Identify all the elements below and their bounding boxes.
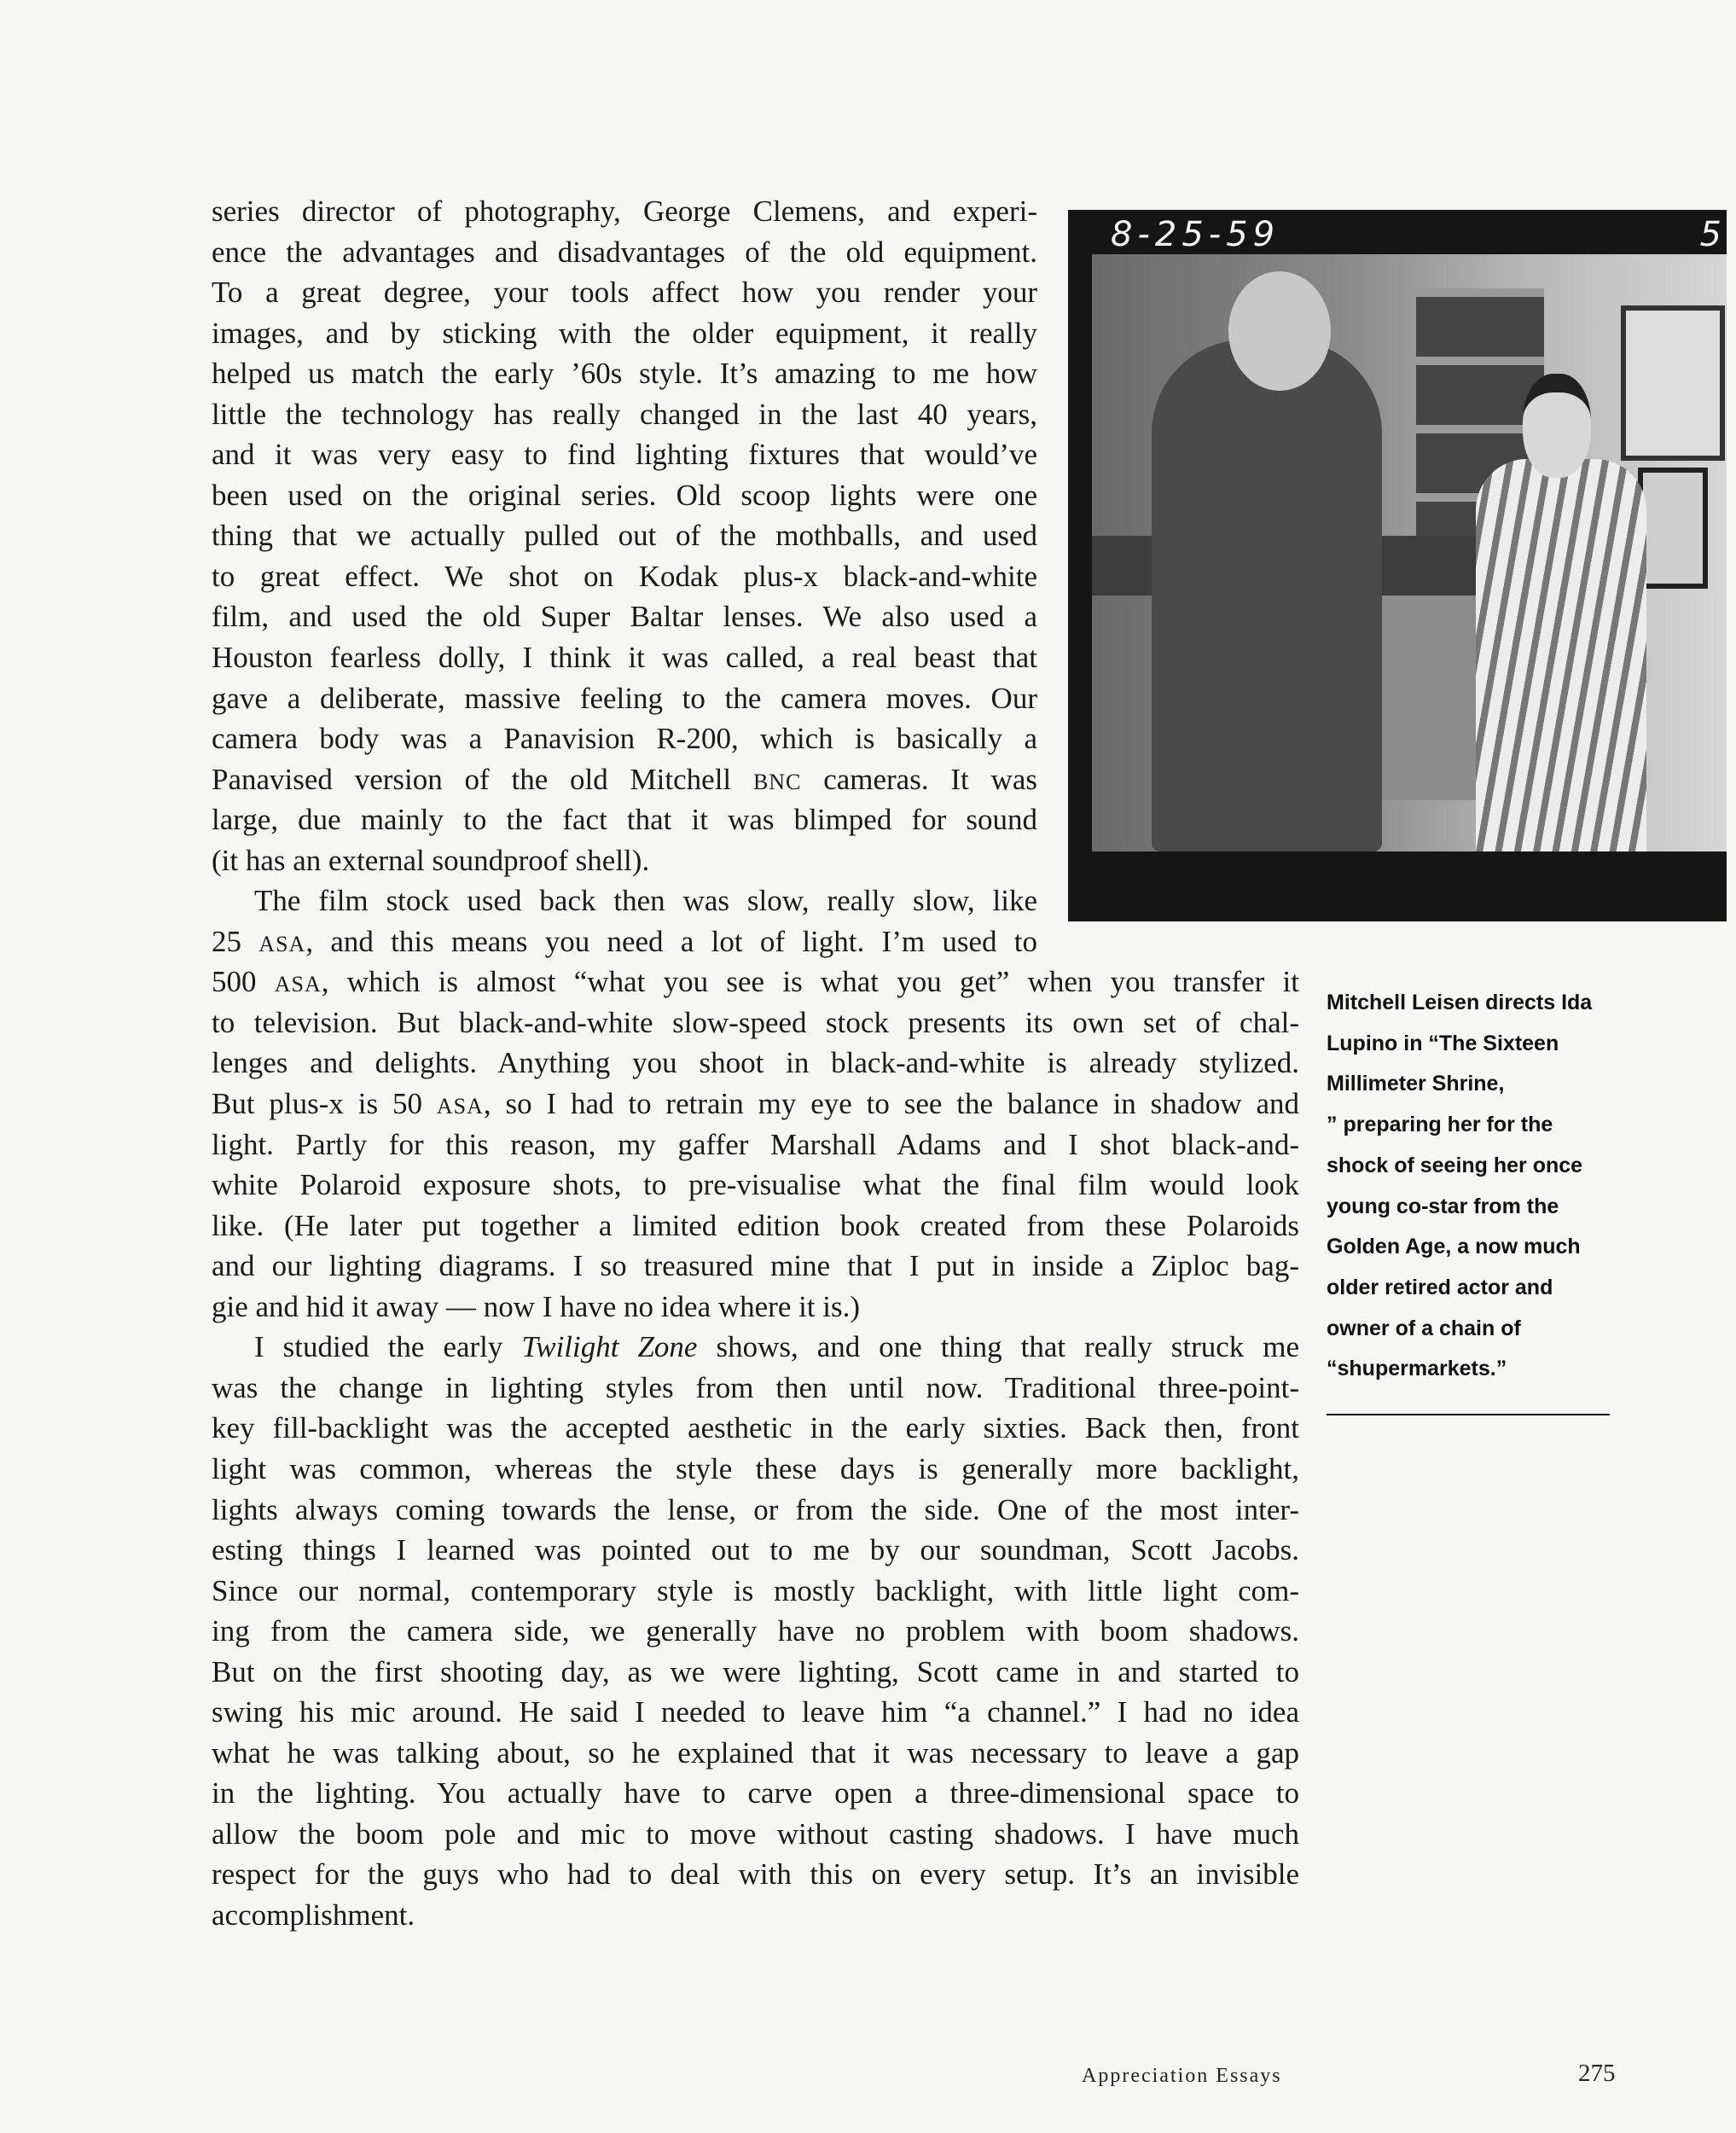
text-line (212, 1854, 1299, 1895)
text-line (212, 596, 1037, 637)
text-run: allow the boom pole and mic to move without casting shadows. I have much (212, 1816, 1299, 1851)
text-run: lights always coming towards the lense, or from the side. One of the most inter- (212, 1492, 1299, 1526)
man-figure (1152, 340, 1382, 851)
caption-line: Lupino in “The Sixteen (1327, 1031, 1559, 1055)
text-run: little the technology has really changed in the last 40 years, (212, 397, 1037, 431)
text-run: ence the advantages and disadvantages of the old equipment. (212, 235, 1037, 269)
text-run: 25 (212, 924, 259, 958)
text-run: helped us match the early ’60s style. It’s amazing to me how (212, 357, 1037, 391)
text-line (212, 1003, 1299, 1043)
caption-line: ” preparing her for the (1327, 1113, 1553, 1137)
text-run: To a great degree, your tools affect how you render your (212, 276, 1037, 310)
caption-line: Millimeter Shrine, (1327, 1072, 1505, 1096)
caption-line: Mitchell Leisen directs Ida (1327, 991, 1593, 1014)
text-run: to great effect. We shot on Kodak plus-x black-and-white (212, 559, 1037, 593)
text-run: images, and by sticking with the older equipment, it really (212, 316, 1037, 350)
running-footer-section: Appreciation Essays (1082, 2065, 1282, 2087)
text-line (212, 678, 1037, 719)
text-run: what he was talking about, so he explained that it was necessary to leave a gap (212, 1735, 1299, 1770)
text-line (212, 394, 1037, 435)
caption-line: “shupermarkets.” (1327, 1357, 1507, 1381)
text-line (212, 313, 1037, 354)
text-run: was the change in lighting styles from then until now. Traditional three-point- (212, 1370, 1299, 1404)
text-run: The film stock used back then was slow, really slow, like (254, 884, 1037, 918)
text-run: , which is almost “what you see is what you get” when you transfer it (321, 965, 1299, 999)
text-run: Houston fearless dolly, I think it was called, a real beast that (212, 641, 1037, 675)
text-run: But on the first shooting day, as we were lighting, Scott came in and started to (212, 1654, 1299, 1688)
text-run: , so I had to retrain my eye to see the balance in shadow and (483, 1087, 1299, 1121)
text-run: camera body was a Panavision R-200, which is basically a (212, 722, 1037, 756)
small-caps-run: ASA (258, 931, 306, 956)
caption-divider (1327, 1414, 1610, 1415)
text-run: lenges and delights. Anything you shoot in black-and-white is already stylized. (212, 1046, 1299, 1080)
small-caps-run: ASA (436, 1094, 484, 1119)
text-line (212, 1611, 1299, 1652)
text-run: key fill-backlight was the accepted aesthetic in the early sixties. Back then, front (212, 1411, 1299, 1445)
text-line (212, 1449, 1299, 1490)
text-run: swing his mic around. He said I needed to leave him “a channel.” I had no idea (212, 1695, 1299, 1729)
page-number: 275 (1578, 2060, 1616, 2087)
caption-line: owner of a chain of (1327, 1316, 1521, 1340)
text-run: But plus-x is 50 (212, 1087, 437, 1121)
text-line (212, 881, 1037, 921)
text-run: cameras. It was (801, 762, 1037, 796)
man-head (1228, 271, 1331, 391)
text-line (212, 799, 1037, 840)
text-run: white Polaroid exposure shots, to pre-visualise what the final film would look (212, 1168, 1299, 1202)
caption-line: older retired actor and (1327, 1275, 1553, 1299)
text-run: light was common, whereas the style these days is generally more backlight, (212, 1451, 1299, 1485)
text-line (212, 475, 1037, 516)
text-line (212, 1043, 1299, 1084)
text-line (212, 1165, 1299, 1206)
text-run: 500 (212, 965, 275, 999)
text-line (212, 1246, 1299, 1287)
text-run: shows, and one thing that really struck me (697, 1330, 1300, 1364)
text-line (212, 759, 1037, 800)
text-line (212, 353, 1037, 394)
text-run: thing that we actually pulled out of the mothballs, and used (212, 519, 1037, 553)
text-run: in the lighting. You actually have to carve open a three-dimensional space to (212, 1776, 1299, 1810)
text-line (212, 1408, 1299, 1449)
text-run: like. (He later put together a limited edition book created from these Polaroids (212, 1208, 1299, 1242)
italic-title: Twilight Zone (521, 1330, 698, 1364)
text-line (212, 1530, 1299, 1571)
text-line (212, 1895, 1299, 1936)
text-line (212, 637, 1037, 678)
caption-line: young co-star from the (1327, 1194, 1559, 1218)
text-line (212, 556, 1037, 597)
caption-line: shock of seeing her once (1327, 1153, 1583, 1177)
framed-picture (1621, 305, 1725, 461)
film-still-photo (1068, 210, 1727, 921)
text-line (212, 1814, 1299, 1855)
text-line (212, 1206, 1299, 1247)
text-line (212, 1287, 1299, 1328)
text-line (212, 1571, 1299, 1612)
text-run: I studied the early (254, 1330, 522, 1364)
text-line (212, 191, 1037, 232)
text-run: been used on the original series. Old scoop lights were one (212, 478, 1037, 512)
photo-date-annotation: 8-25-59 (1111, 215, 1280, 254)
text-line (212, 840, 1037, 881)
text-run: light. Partly for this reason, my gaffer Marshall Adams and I shot black-and- (212, 1127, 1299, 1161)
text-run: gave a deliberate, massive feeling to the camera moves. Our (212, 681, 1037, 715)
photo-caption (1327, 983, 1651, 1390)
text-run: , and this means you need a lot of light. I’m used to (305, 924, 1038, 958)
text-run: and our lighting diagrams. I so treasured mine that I put in inside a Ziploc bag- (212, 1249, 1299, 1283)
text-line (212, 962, 1299, 1003)
text-line (212, 515, 1037, 556)
text-line (212, 232, 1037, 273)
text-run: esting things I learned was pointed out to me by our soundman, Scott Jacobs. (212, 1533, 1299, 1567)
woman-dress (1476, 459, 1646, 851)
text-run: film, and used the old Super Baltar lenses. We also used a (212, 600, 1037, 634)
text-line (212, 1368, 1299, 1409)
text-line (212, 1692, 1299, 1733)
framed-picture (1638, 468, 1708, 589)
text-run: ing from the camera side, we generally have no problem with boom shadows. (212, 1614, 1299, 1648)
text-run: gie and hid it away — now I have no idea where it is.) (212, 1289, 861, 1323)
small-caps-run: BNC (752, 769, 802, 794)
text-line (212, 272, 1037, 313)
text-line (212, 718, 1037, 759)
text-run: series director of photography, George Clemens, and experi- (212, 195, 1037, 228)
text-run: Since our normal, contemporary style is mostly backlight, with little light com- (212, 1573, 1299, 1607)
photo-frame-mark: 5 (1699, 215, 1721, 254)
text-run: Panavised version of the old Mitchell (212, 762, 753, 796)
text-run: large, due mainly to the fact that it was blimped for sound (212, 803, 1037, 837)
text-line (212, 1733, 1299, 1774)
text-line (212, 1084, 1299, 1125)
photo-scene (1092, 254, 1727, 851)
text-line (212, 1125, 1299, 1165)
text-line (212, 1490, 1299, 1531)
text-run: and it was very easy to find lighting fixtures that would’ve (212, 438, 1037, 472)
text-line (212, 1652, 1299, 1693)
text-line (212, 434, 1037, 475)
woman-head (1523, 374, 1591, 478)
small-caps-run: ASA (274, 972, 322, 997)
text-run: accomplishment. (212, 1898, 415, 1932)
text-line (212, 1773, 1299, 1814)
caption-line: Golden Age, a now much (1327, 1235, 1581, 1259)
text-run: (it has an external soundproof shell). (212, 843, 650, 877)
text-line (212, 921, 1037, 962)
text-line (212, 1327, 1299, 1368)
text-run: respect for the guys who had to deal with this on every setup. It’s an invisible (212, 1857, 1299, 1892)
text-run: to television. But black-and-white slow-speed stock presents its own set of chal- (212, 1005, 1299, 1039)
